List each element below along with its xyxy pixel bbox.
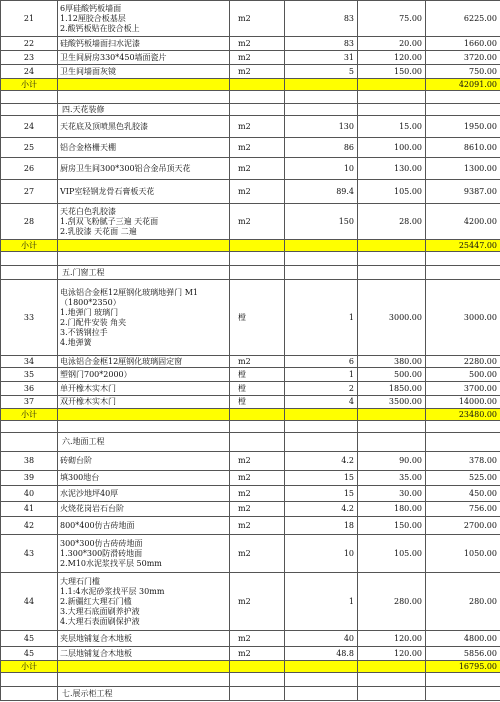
item-description-cell	[58, 517, 230, 535]
subtotal-row	[1, 240, 500, 252]
item-unit-cell: m2	[230, 631, 285, 647]
section-number-cell	[1, 266, 58, 280]
item-quantity-cell: 31	[285, 51, 358, 65]
blank-cell	[58, 252, 230, 266]
table-row	[1, 517, 500, 535]
item-description-cell	[58, 180, 230, 204]
item-description-line: 天花白色乳胶漆	[60, 206, 116, 216]
blank-cell	[230, 673, 285, 687]
blank-cell	[230, 421, 285, 433]
subtotal-empty-cell	[230, 240, 285, 252]
item-unit-price-cell: 20.00	[358, 37, 426, 51]
blank-cell	[358, 252, 426, 266]
item-total-cell: 14000.00	[426, 396, 500, 409]
section-empty-cell	[285, 266, 358, 280]
item-description-cell	[58, 502, 230, 517]
item-description-line: 双开橡木实木门	[60, 397, 116, 406]
item-total-cell: 1950.00	[426, 116, 500, 138]
item-unit-price-cell: 75.00	[358, 1, 426, 37]
item-description-cell	[58, 356, 230, 368]
item-number-cell: 45	[1, 631, 58, 647]
subtotal-empty-cell	[58, 79, 230, 91]
table-row	[1, 382, 500, 396]
item-number-cell: 33	[1, 280, 58, 356]
section-empty-cell	[426, 104, 500, 116]
table-row	[1, 631, 500, 647]
item-description-line: 二层地铺复合木地板	[60, 648, 132, 658]
item-description-cell	[58, 138, 230, 158]
item-number-cell: 24	[1, 116, 58, 138]
item-unit-cell: m2	[230, 65, 285, 79]
subtotal-empty-cell	[58, 409, 230, 421]
blank-cell	[358, 91, 426, 104]
item-unit-cell: m2	[230, 37, 285, 51]
table-row	[1, 116, 500, 138]
section-title-cell: 七.展示柜工程	[58, 687, 230, 701]
item-quantity-cell: 130	[285, 116, 358, 138]
item-quantity-cell: 48.8	[285, 647, 358, 661]
item-description-line: 砖砌台阶	[60, 456, 92, 465]
item-unit-price-cell: 100.00	[358, 138, 426, 158]
table-row	[1, 647, 500, 661]
item-unit-price-cell: 28.00	[358, 204, 426, 240]
item-description-line: 800*400仿古砖地面	[60, 520, 135, 530]
item-description-line: 卫生间墙面灰镜	[60, 66, 116, 76]
section-empty-cell	[230, 104, 285, 116]
item-description-line: 2.乳胶漆 天花面 二遍	[60, 226, 137, 236]
item-description-line: （1800*2350）	[60, 297, 121, 307]
section-title-cell: 四.天花装修	[58, 104, 230, 116]
subtotal-empty-cell	[358, 79, 426, 91]
blank-cell	[230, 252, 285, 266]
section-empty-cell	[358, 104, 426, 116]
item-description-line: 硅酸钙板墙面扫水泥漆	[60, 38, 140, 48]
item-description-cell	[58, 368, 230, 382]
item-description-cell	[58, 396, 230, 409]
table-row	[1, 356, 500, 368]
section-empty-cell	[230, 433, 285, 452]
subtotal-total-cell: 25447.00	[426, 240, 500, 252]
item-total-cell: 3000.00	[426, 280, 500, 356]
table-row	[1, 452, 500, 471]
subtotal-empty-cell	[285, 409, 358, 421]
item-quantity-cell: 4.2	[285, 452, 358, 471]
section-number-cell	[1, 104, 58, 116]
subtotal-empty-cell	[358, 661, 426, 673]
item-total-cell: 3720.00	[426, 51, 500, 65]
item-unit-price-cell: 1850.00	[358, 382, 426, 396]
section-header-row	[1, 104, 500, 116]
item-unit-cell: 樘	[230, 396, 285, 409]
item-unit-cell: m2	[230, 356, 285, 368]
table-row	[1, 1, 500, 37]
section-empty-cell	[230, 266, 285, 280]
item-description-line: 1.12厘胶合板基层	[60, 13, 126, 23]
section-empty-cell	[285, 104, 358, 116]
item-quantity-cell: 89.4	[285, 180, 358, 204]
blank-cell	[230, 91, 285, 104]
section-empty-cell	[230, 687, 285, 701]
item-quantity-cell: 1	[285, 368, 358, 382]
item-total-cell: 3700.00	[426, 382, 500, 396]
item-unit-cell: m2	[230, 486, 285, 502]
subtotal-label-cell: 小计	[1, 79, 58, 91]
item-description-line: 厨房卫生间300*300铝合金吊顶天花	[60, 163, 191, 173]
item-unit-cell: m2	[230, 502, 285, 517]
item-description-line: 1.300*300防滑砖地面	[60, 548, 143, 558]
item-number-cell: 35	[1, 368, 58, 382]
blank-cell	[58, 421, 230, 433]
blank-cell	[285, 252, 358, 266]
item-quantity-cell: 150	[285, 204, 358, 240]
item-unit-cell: m2	[230, 452, 285, 471]
item-description-cell	[58, 452, 230, 471]
item-unit-cell: m2	[230, 138, 285, 158]
blank-cell	[1, 673, 58, 687]
blank-cell	[285, 91, 358, 104]
subtotal-empty-cell	[230, 79, 285, 91]
item-unit-price-cell: 280.00	[358, 573, 426, 631]
blank-cell	[358, 673, 426, 687]
blank-row	[1, 673, 500, 687]
subtotal-empty-cell	[285, 661, 358, 673]
item-description-line: 水泥沙地坪40厚	[60, 488, 119, 498]
subtotal-label-cell: 小计	[1, 240, 58, 252]
item-total-cell: 750.00	[426, 65, 500, 79]
item-description-line: 铝合金格栅天棚	[60, 142, 116, 152]
item-description-cell	[58, 647, 230, 661]
item-quantity-cell: 10	[285, 158, 358, 180]
table-row	[1, 65, 500, 79]
section-empty-cell	[358, 266, 426, 280]
item-total-cell: 2280.00	[426, 356, 500, 368]
table-row	[1, 535, 500, 573]
item-description-line: 6厚硅酸钙板墙面	[60, 3, 122, 13]
item-number-cell: 26	[1, 158, 58, 180]
item-unit-cell: m2	[230, 647, 285, 661]
item-number-cell: 37	[1, 396, 58, 409]
item-number-cell: 38	[1, 452, 58, 471]
blank-cell	[426, 673, 500, 687]
item-number-cell: 23	[1, 51, 58, 65]
blank-cell	[358, 421, 426, 433]
subtotal-total-cell: 42091.00	[426, 79, 500, 91]
subtotal-row	[1, 79, 500, 91]
item-description-line: 大理石门槛	[60, 576, 100, 586]
table-row	[1, 368, 500, 382]
item-description-cell	[58, 535, 230, 573]
item-quantity-cell: 83	[285, 37, 358, 51]
item-unit-cell: 樘	[230, 368, 285, 382]
item-description-line: 填300地台	[60, 473, 100, 482]
item-description-line: 1.地弹门 玻璃门	[60, 307, 119, 317]
subtotal-row	[1, 661, 500, 673]
item-unit-price-cell: 120.00	[358, 647, 426, 661]
table-row	[1, 204, 500, 240]
subtotal-empty-cell	[230, 661, 285, 673]
section-empty-cell	[358, 687, 426, 701]
item-unit-price-cell: 380.00	[358, 356, 426, 368]
item-number-cell: 27	[1, 180, 58, 204]
item-unit-cell: m2	[230, 204, 285, 240]
item-description-cell	[58, 204, 230, 240]
item-unit-price-cell: 120.00	[358, 51, 426, 65]
section-header-row	[1, 433, 500, 452]
item-unit-cell: m2	[230, 573, 285, 631]
item-number-cell: 36	[1, 382, 58, 396]
item-total-cell: 5856.00	[426, 647, 500, 661]
table-row	[1, 396, 500, 409]
table-row	[1, 138, 500, 158]
item-description-cell	[58, 116, 230, 138]
table-row	[1, 471, 500, 486]
item-description-cell	[58, 158, 230, 180]
section-title-cell: 六.地面工程	[58, 433, 230, 452]
item-number-cell: 39	[1, 471, 58, 486]
quotation-table-body	[1, 1, 500, 701]
item-unit-cell: m2	[230, 1, 285, 37]
item-number-cell: 28	[1, 204, 58, 240]
blank-row	[1, 421, 500, 433]
item-unit-price-cell: 15.00	[358, 116, 426, 138]
section-empty-cell	[426, 266, 500, 280]
table-row	[1, 486, 500, 502]
item-quantity-cell: 10	[285, 535, 358, 573]
item-quantity-cell: 4.2	[285, 502, 358, 517]
subtotal-row	[1, 409, 500, 421]
item-number-cell: 22	[1, 37, 58, 51]
section-header-row	[1, 687, 500, 701]
item-number-cell: 42	[1, 517, 58, 535]
item-description-cell	[58, 486, 230, 502]
item-description-line: 2.新疆红大理石门槛	[60, 596, 132, 606]
item-unit-price-cell: 180.00	[358, 502, 426, 517]
item-description-cell	[58, 37, 230, 51]
section-number-cell	[1, 433, 58, 452]
subtotal-empty-cell	[58, 240, 230, 252]
item-description-line: 火烧花岗岩石台阶	[60, 504, 124, 513]
item-quantity-cell: 40	[285, 631, 358, 647]
blank-row	[1, 91, 500, 104]
item-quantity-cell: 86	[285, 138, 358, 158]
item-unit-cell: m2	[230, 517, 285, 535]
item-unit-cell: m2	[230, 180, 285, 204]
item-description-line: 3.不锈钢拉手	[60, 327, 108, 337]
table-row	[1, 573, 500, 631]
item-quantity-cell: 4	[285, 396, 358, 409]
item-unit-price-cell: 500.00	[358, 368, 426, 382]
item-description-line: 3.大理石底面刷养护液	[60, 606, 140, 616]
blank-cell	[426, 91, 500, 104]
blank-cell	[426, 421, 500, 433]
table-row	[1, 180, 500, 204]
item-description-line: 1.1:4水泥砂浆找平层 30mm	[60, 586, 165, 596]
item-total-cell: 8610.00	[426, 138, 500, 158]
section-header-row	[1, 266, 500, 280]
item-description-line: VIP室轻钢龙骨石膏板天花	[60, 186, 155, 196]
item-description-line: 300*300仿古砖砖地面	[60, 538, 143, 548]
item-number-cell: 34	[1, 356, 58, 368]
section-empty-cell	[358, 433, 426, 452]
item-quantity-cell: 15	[285, 486, 358, 502]
item-description-cell	[58, 1, 230, 37]
item-description-cell	[58, 631, 230, 647]
item-total-cell: 2700.00	[426, 517, 500, 535]
item-description-cell	[58, 280, 230, 356]
item-description-line: 夹层地铺复合木地板	[60, 633, 132, 643]
item-unit-price-cell: 90.00	[358, 452, 426, 471]
item-number-cell: 43	[1, 535, 58, 573]
subtotal-empty-cell	[58, 661, 230, 673]
item-unit-cell: m2	[230, 51, 285, 65]
item-total-cell: 450.00	[426, 486, 500, 502]
item-unit-cell: m2	[230, 158, 285, 180]
item-number-cell: 44	[1, 573, 58, 631]
item-total-cell: 1050.00	[426, 535, 500, 573]
section-empty-cell	[285, 687, 358, 701]
item-description-line: 电泳铝合金框12厘钢化玻璃固定窗	[60, 356, 183, 366]
subtotal-empty-cell	[285, 79, 358, 91]
item-unit-cell: 樘	[230, 280, 285, 356]
item-number-cell: 21	[1, 1, 58, 37]
item-total-cell: 9387.00	[426, 180, 500, 204]
item-unit-cell: m2	[230, 535, 285, 573]
item-description-cell	[58, 65, 230, 79]
item-unit-price-cell: 130.00	[358, 158, 426, 180]
item-total-cell: 756.00	[426, 502, 500, 517]
item-quantity-cell: 83	[285, 1, 358, 37]
item-quantity-cell: 5	[285, 65, 358, 79]
item-unit-price-cell: 105.00	[358, 180, 426, 204]
blank-cell	[1, 252, 58, 266]
table-row	[1, 502, 500, 517]
item-total-cell: 1660.00	[426, 37, 500, 51]
item-description-line: 电泳铝合金框12厘钢化玻璃地弹门 M1	[60, 287, 199, 297]
item-number-cell: 41	[1, 502, 58, 517]
item-description-line: 单开橡木实木门	[60, 383, 116, 393]
subtotal-total-cell: 23480.00	[426, 409, 500, 421]
item-unit-price-cell: 3500.00	[358, 396, 426, 409]
subtotal-empty-cell	[358, 409, 426, 421]
subtotal-empty-cell	[358, 240, 426, 252]
item-quantity-cell: 1	[285, 573, 358, 631]
item-quantity-cell: 18	[285, 517, 358, 535]
item-description-line: 4.地弹簧	[60, 337, 92, 347]
item-total-cell: 378.00	[426, 452, 500, 471]
item-unit-cell: 樘	[230, 382, 285, 396]
item-number-cell: 40	[1, 486, 58, 502]
blank-cell	[1, 91, 58, 104]
table-row	[1, 280, 500, 356]
item-unit-price-cell: 3000.00	[358, 280, 426, 356]
item-total-cell: 6225.00	[426, 1, 500, 37]
item-total-cell: 525.00	[426, 471, 500, 486]
section-empty-cell	[426, 687, 500, 701]
item-description-line: 1.刮双飞粉腻子三遍 天花面	[60, 216, 159, 226]
item-total-cell: 280.00	[426, 573, 500, 631]
section-empty-cell	[285, 433, 358, 452]
item-description-line: 塑钢门700*2000）	[60, 369, 132, 379]
item-quantity-cell: 15	[285, 471, 358, 486]
section-title-cell: 五.门窗工程	[58, 266, 230, 280]
table-row	[1, 37, 500, 51]
item-unit-cell: m2	[230, 116, 285, 138]
item-unit-price-cell: 120.00	[358, 631, 426, 647]
subtotal-total-cell: 16795.00	[426, 661, 500, 673]
table-row	[1, 51, 500, 65]
item-description-line: 卫生间厨房330*450墙面瓷片	[60, 52, 167, 62]
item-unit-price-cell: 35.00	[358, 471, 426, 486]
item-description-line: 天花底及顶喷黑色乳胶漆	[60, 121, 148, 131]
item-quantity-cell: 6	[285, 356, 358, 368]
table-row	[1, 158, 500, 180]
item-quantity-cell: 1	[285, 280, 358, 356]
item-number-cell: 24	[1, 65, 58, 79]
blank-cell	[58, 91, 230, 104]
item-quantity-cell: 2	[285, 382, 358, 396]
blank-cell	[285, 421, 358, 433]
item-description-cell	[58, 51, 230, 65]
item-total-cell: 500.00	[426, 368, 500, 382]
item-total-cell: 1300.00	[426, 158, 500, 180]
section-empty-cell	[426, 433, 500, 452]
blank-cell	[1, 421, 58, 433]
item-number-cell: 25	[1, 138, 58, 158]
item-description-line: 2.M10水泥浆找平层 50mm	[60, 558, 162, 568]
item-total-cell: 4200.00	[426, 204, 500, 240]
subtotal-empty-cell	[285, 240, 358, 252]
item-description-cell	[58, 471, 230, 486]
item-number-cell: 45	[1, 647, 58, 661]
blank-cell	[285, 673, 358, 687]
blank-row	[1, 252, 500, 266]
item-description-line: 2.门配件安装 角夹	[60, 317, 127, 327]
item-description-cell	[58, 382, 230, 396]
blank-cell	[58, 673, 230, 687]
subtotal-label-cell: 小计	[1, 409, 58, 421]
subtotal-empty-cell	[230, 409, 285, 421]
section-number-cell	[1, 687, 58, 701]
blank-cell	[426, 252, 500, 266]
item-unit-cell: m2	[230, 471, 285, 486]
item-description-cell	[58, 573, 230, 631]
subtotal-label-cell: 小计	[1, 661, 58, 673]
item-unit-price-cell: 150.00	[358, 517, 426, 535]
item-description-line: 4.大理石表面刷保护液	[60, 616, 140, 626]
item-unit-price-cell: 105.00	[358, 535, 426, 573]
item-unit-price-cell: 30.00	[358, 486, 426, 502]
item-total-cell: 4800.00	[426, 631, 500, 647]
item-description-line: 2.酸钙板贴在胶合板上	[60, 23, 140, 33]
item-unit-price-cell: 150.00	[358, 65, 426, 79]
